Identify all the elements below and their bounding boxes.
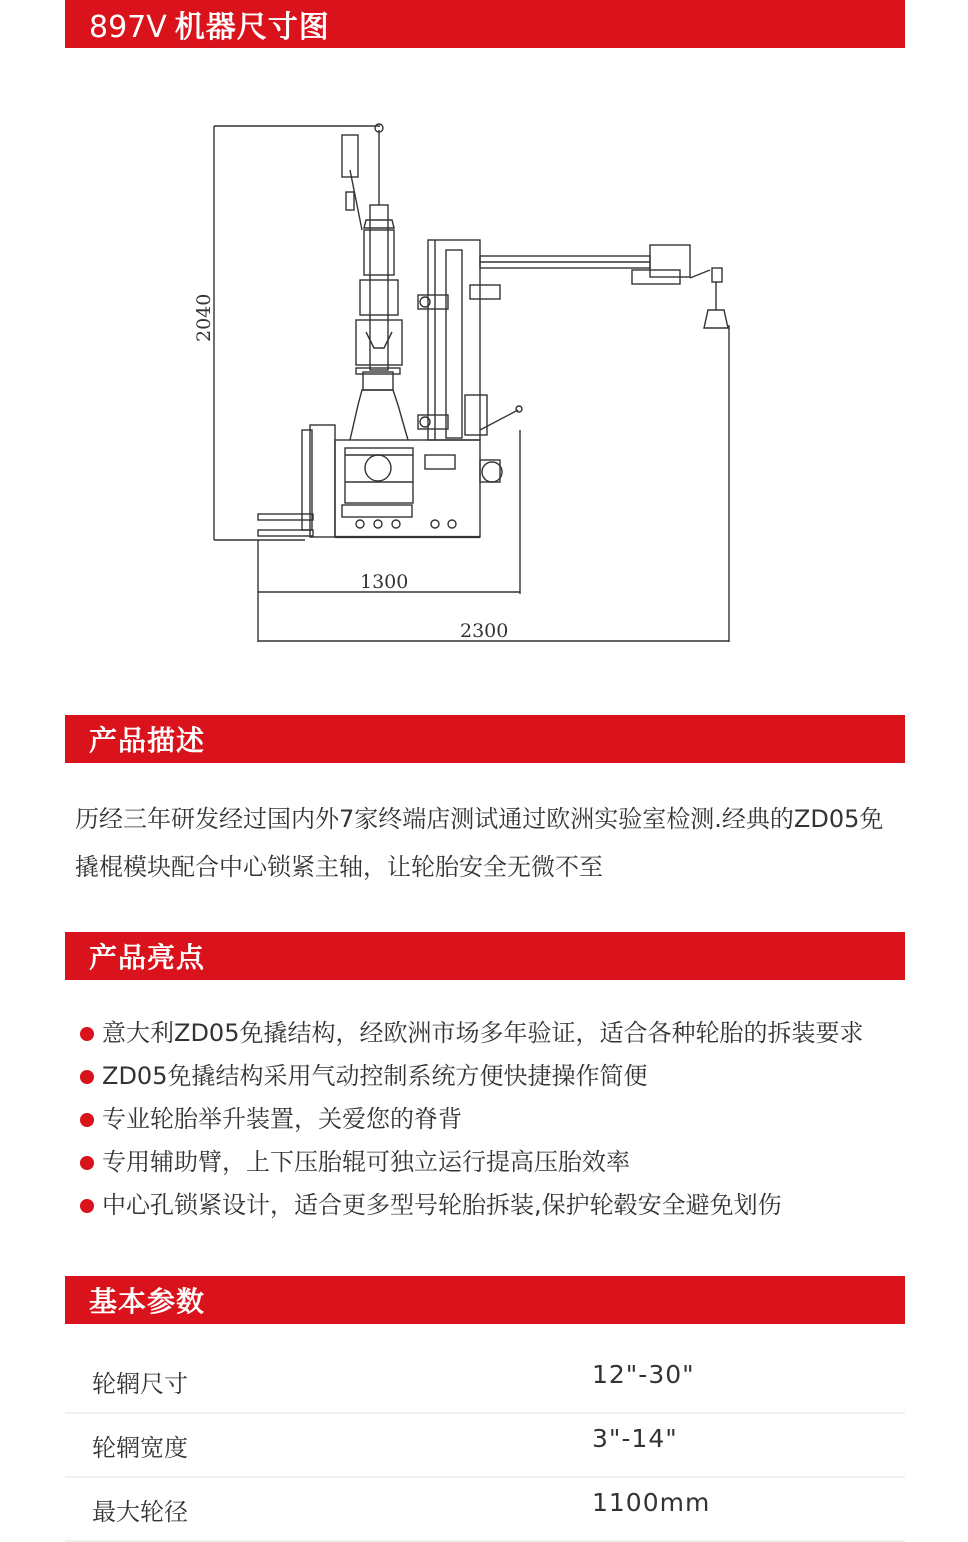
params-title: 基本参数 bbox=[89, 1285, 206, 1318]
bullet-icon bbox=[80, 1199, 94, 1213]
param-label: 轮辋尺寸 bbox=[92, 1370, 188, 1398]
bullet-icon bbox=[80, 1070, 94, 1084]
model-number: 897V bbox=[89, 10, 167, 45]
machine-dimension-drawing bbox=[180, 110, 750, 655]
param-value: 12"-30" bbox=[592, 1360, 695, 1389]
base-width-label: 1300 bbox=[360, 571, 409, 593]
highlight-text: 中心孔锁紧设计，适合更多型号轮胎拆装,保护轮毂安全避免划伤 bbox=[102, 1191, 782, 1219]
highlight-text: 意大利ZD05免撬结构，经欧洲市场多年验证，适合各种轮胎的拆装要求 bbox=[102, 1019, 864, 1047]
description-header bbox=[65, 715, 905, 763]
total-width-label: 2300 bbox=[460, 620, 509, 642]
params-table bbox=[65, 1350, 905, 1542]
param-value: 1100mm bbox=[592, 1488, 711, 1517]
description-title: 产品描述 bbox=[89, 724, 206, 757]
list-item bbox=[80, 1098, 960, 1141]
dimension-diagram-header bbox=[65, 0, 905, 48]
params-header bbox=[65, 1276, 905, 1324]
table-row bbox=[65, 1478, 905, 1542]
list-item bbox=[80, 1184, 960, 1227]
table-row bbox=[65, 1414, 905, 1478]
description-text: 历经三年研发经过国内外7家终端店测试通过欧洲实验室检测.经典的ZD05免撬棍模块配合中心锁紧主轴，让轮胎安全无微不至 bbox=[75, 805, 884, 881]
param-value: 3"-14" bbox=[592, 1424, 678, 1453]
highlight-text: 专业轮胎举升装置，关爱您的脊背 bbox=[102, 1105, 462, 1133]
table-row bbox=[65, 1350, 905, 1414]
highlight-text: 专用辅助臂，上下压胎辊可独立运行提高压胎效率 bbox=[102, 1148, 630, 1176]
highlights-header bbox=[65, 932, 905, 980]
bullet-icon bbox=[80, 1156, 94, 1170]
header-title bbox=[65, 2, 330, 46]
list-item bbox=[80, 1141, 960, 1184]
list-item bbox=[80, 1055, 960, 1098]
highlights-list bbox=[80, 1012, 960, 1227]
highlights-title: 产品亮点 bbox=[89, 941, 206, 974]
header-title-text: 机器尺寸图 bbox=[174, 10, 330, 45]
bullet-icon bbox=[80, 1113, 94, 1127]
bullet-icon bbox=[80, 1027, 94, 1041]
param-label: 最大轮径 bbox=[92, 1498, 188, 1526]
height-dimension-label: 2040 bbox=[193, 293, 215, 342]
highlight-text: ZD05免撬结构采用气动控制系统方便快捷操作简便 bbox=[102, 1062, 648, 1090]
param-label: 轮辋宽度 bbox=[92, 1434, 188, 1462]
list-item bbox=[80, 1012, 960, 1055]
